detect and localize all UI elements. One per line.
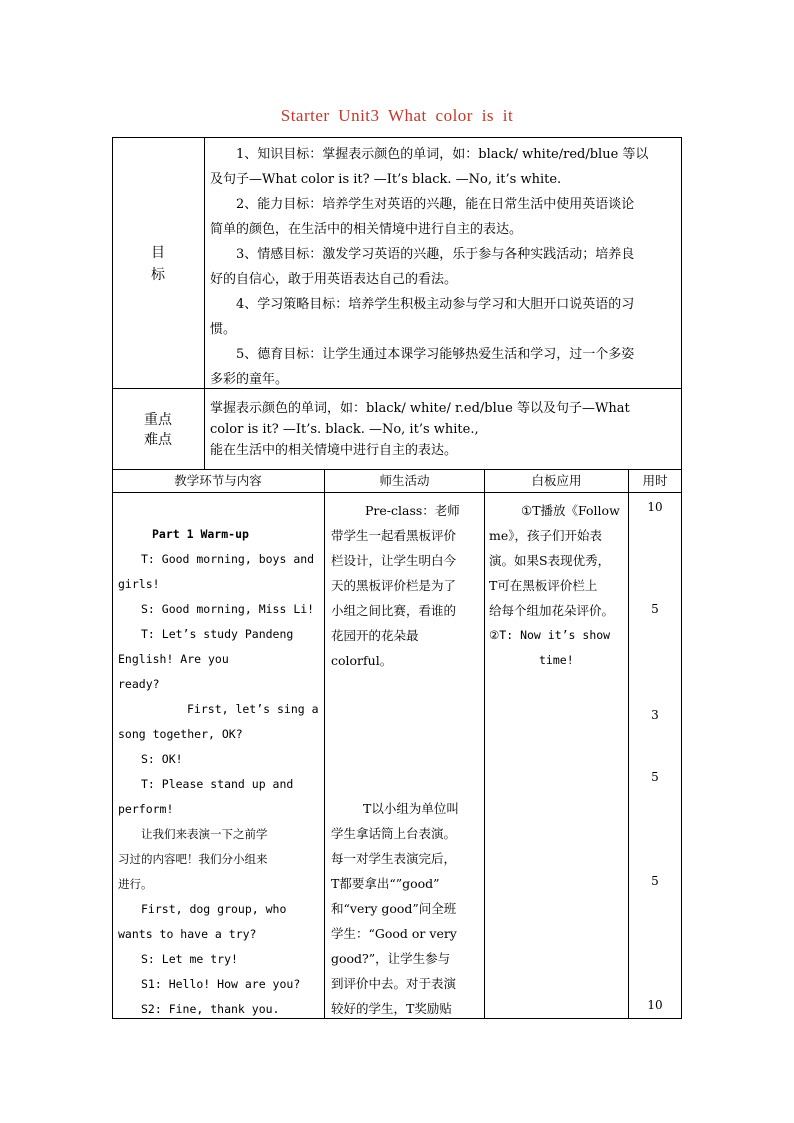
teaching-content-column — [118, 522, 320, 1022]
content-line: 习过的内容吧！我们分小组来 — [118, 852, 268, 866]
goal-line: 1、知识目标：掌握表示颜色的单词，如：black/ white/red/blue 等以 — [236, 147, 649, 162]
goal-line: 3、情感目标：激发学习英语的兴趣，乐于参与各种实践活动；培养良 — [236, 247, 635, 262]
page-title: Starter Unit3 What color is it — [280, 106, 514, 125]
content-line: S1: Hello! How are you? — [141, 977, 301, 991]
time-value: 5 — [651, 770, 659, 784]
content-line: T: Please stand up and — [141, 777, 294, 791]
content-line: T: Let’s study Pandeng — [141, 627, 294, 641]
goal-line: 4、学习策略目标：培养学生积极主动参与学习和大胆开口说英语的习 — [236, 297, 635, 312]
goals-content — [210, 142, 676, 392]
content-line: song together, OK? — [118, 727, 243, 741]
goal-line: 2、能力目标：培养学生对英语的兴趣，能在日常生活中使用英语谈论 — [236, 197, 635, 212]
content-line: S: Good morning, Miss Li! — [141, 602, 315, 616]
activity-line: 带学生一起看黑板评价 — [331, 528, 457, 543]
goals-label: 目 标 — [151, 245, 165, 283]
time-value: 3 — [651, 708, 659, 722]
activity-line: good?”，让学生参与 — [331, 951, 451, 966]
col-divider — [324, 469, 325, 1018]
goal-line: 多彩的童年。 — [210, 372, 289, 387]
key-points-label: 重点 难点 — [144, 412, 172, 448]
activity-line: colorful。 — [331, 653, 393, 668]
activity-line: 花园开的花朵最 — [331, 628, 419, 643]
content-line: ready? — [118, 677, 160, 691]
activity-group-performance — [331, 796, 481, 1021]
row-divider — [112, 492, 681, 493]
whiteboard-line: me》，孩子们开始表 — [489, 528, 603, 543]
activity-line: 较好的学生，T奖励贴 — [331, 1001, 452, 1016]
time-value: 10 — [647, 500, 663, 514]
whiteboard-line: ①T播放《Follow — [521, 503, 620, 518]
col-divider — [628, 469, 629, 1018]
activity-line: 到评价中去。对于表演 — [331, 976, 457, 991]
content-line: S: Let me try! — [141, 952, 238, 966]
content-line: 进行。 — [118, 877, 153, 891]
content-line: English! Are you — [118, 652, 229, 666]
content-line: T: Good morning, boys and — [141, 552, 315, 566]
goal-line: 简单的颜色，在生活中的相关情境中进行自主的表达。 — [210, 222, 523, 237]
content-line: 让我们来表演一下之前学 — [141, 827, 268, 841]
content-line: First, dog group, who — [141, 902, 287, 916]
goal-line: 好的自信心，敢于用英语表达自己的看法。 — [210, 272, 458, 287]
key-point-line: 能在生活中的相关情境中进行自主的表达。 — [210, 443, 458, 458]
key-points-content — [210, 398, 676, 461]
whiteboard-line: 给每个组加花朵评价。 — [489, 603, 615, 618]
time-value: 10 — [647, 998, 663, 1012]
activity-line: 小组之间比赛，看谁的 — [331, 603, 457, 618]
activity-line: 学生拿话筒上台表演。 — [331, 826, 457, 841]
content-line: wants to have a try? — [118, 927, 257, 941]
whiteboard-line: 演。如果S表现优秀， — [489, 553, 611, 568]
time-value: 5 — [651, 602, 659, 616]
time-value: 5 — [651, 874, 659, 888]
activity-line: 学生：“Good or very — [331, 926, 457, 941]
col-divider — [484, 469, 485, 1018]
col-divider — [204, 137, 205, 470]
content-line: girls! — [118, 577, 160, 591]
header-content: 教学环节与内容 — [174, 473, 262, 488]
goal-line: 惯。 — [210, 322, 237, 337]
activity-line: 每一对学生表演完后， — [331, 851, 457, 866]
header-time: 用时 — [642, 473, 668, 488]
activity-line: T都要拿出“”good” — [331, 876, 440, 891]
activity-line: T以小组为单位叫 — [363, 801, 459, 816]
content-line: S: OK! — [141, 752, 183, 766]
activity-line: 天的黑板评价栏是为了 — [331, 578, 457, 593]
content-line: perform! — [118, 802, 174, 816]
goal-line: 及句子—What color is it? —It’s black. —No, it’s white. — [210, 172, 562, 187]
activity-line: 栏设计，让学生明白今 — [331, 553, 457, 568]
content-line: First, let’s sing a — [187, 702, 319, 716]
key-point-line: 掌握表示颜色的单词，如：black/ white/ r.ed/blue 等以及句子—What — [210, 401, 630, 416]
whiteboard-line: ②T: Now it’s show — [489, 628, 611, 642]
content-line: S2: Fine, thank you. — [141, 1002, 280, 1016]
header-whiteboard: 白板应用 — [531, 473, 582, 488]
whiteboard-line: time! — [539, 653, 574, 667]
content-line: Part 1 Warm-up — [152, 527, 249, 541]
whiteboard-column — [489, 498, 627, 673]
activity-line: Pre-class：老师 — [365, 503, 460, 518]
goal-line: 5、德育目标：让学生通过本课学习能够热爱生活和学习，过一个多姿 — [236, 347, 635, 362]
activity-preclass — [331, 498, 481, 673]
activity-line: 和“very good”问全班 — [331, 901, 457, 916]
whiteboard-line: T可在黑板评价栏上 — [489, 578, 598, 593]
header-activity: 师生活动 — [379, 473, 430, 488]
key-point-line: color is it? —It’s. black. —No, it’s white., — [210, 422, 479, 437]
